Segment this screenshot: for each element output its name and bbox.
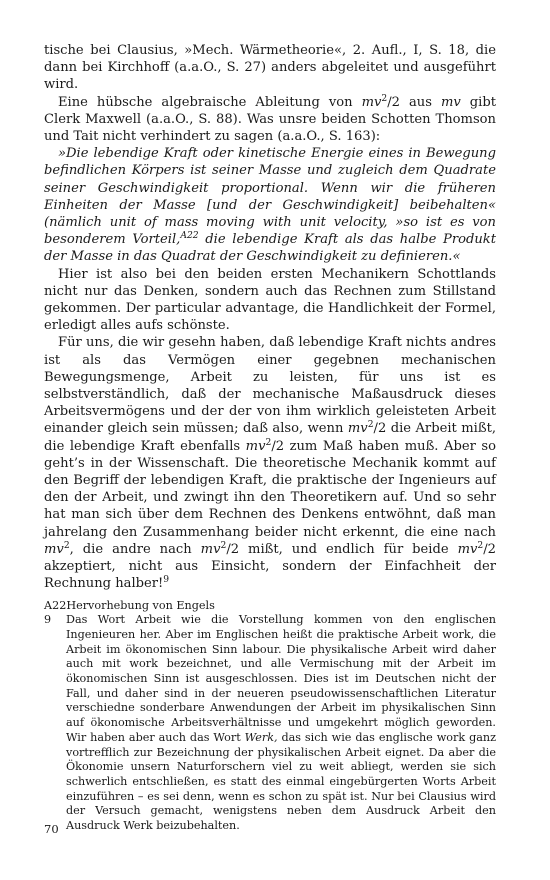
footnote-9 bbox=[44, 613, 496, 834]
superscript: 2 bbox=[265, 436, 272, 448]
text-run: Für uns, die wir gesehn haben, daß lebendige Kraft nichts andres ist als das Vermögen einer gegebnen mechanischen Bewegungsmenge, Arbeit zu leisten, für uns ist es selbstverständlich, daß der mechanische Maßausdruck dieses Arbeitsvermögens und der der von ihm wirklich geleisteten Arbeit einander gleich sein müssen; daß also, wenn bbox=[44, 335, 496, 437]
footnote-number: 9 bbox=[44, 613, 52, 627]
footnote-text bbox=[66, 613, 496, 834]
paragraph-continuation bbox=[44, 42, 496, 94]
page-number: 70 bbox=[44, 822, 59, 836]
math-var: mv bbox=[457, 541, 478, 557]
paragraph-maxwell bbox=[44, 94, 496, 146]
text-run: /2 akzeptiert, nicht aus Einsicht, sondern der Einfachheit der Rechnung halber! bbox=[44, 541, 496, 592]
math-var: mv bbox=[200, 541, 221, 557]
body-text bbox=[44, 42, 496, 593]
quote-text: die lebendige Kraft als das halbe Produkt der Masse in das Quadrat der Geschwindigkeit zu definieren.« bbox=[44, 232, 496, 265]
text-run: , die andre nach bbox=[69, 541, 201, 557]
math-var: mv bbox=[347, 421, 368, 437]
footnotes bbox=[44, 599, 496, 834]
block-quote bbox=[44, 145, 496, 265]
page-content bbox=[44, 42, 496, 834]
text-run: /2 mißt, und endlich für beide bbox=[226, 541, 458, 557]
math-var: mv bbox=[245, 438, 266, 454]
footnote-ref-a22[interactable]: A22 bbox=[180, 230, 199, 242]
quote-text: »Die lebendige Kraft oder kinetische Energie eines in Bewegung befindlichen Körpers ist seiner Masse und zugleich dem Quadrate seiner Geschwindigkeit proportional. Wenn wir die früheren Einheiten der Masse [und der Geschwindigkeit] beibehalten« (nämlich unit of mass moving with unit velocity, »so ist es von besonderem Vorteil, bbox=[44, 146, 496, 248]
superscript: 2 bbox=[63, 539, 70, 551]
text-run: tische bei Clausius, »Mech. Wärmetheorie«, 2. Aufl., I, S. 18, die dann bei Kirchhoff (a.a.O., S. 27) anders abgeleitet und ausgeführt wird. bbox=[44, 43, 496, 93]
text-run: Hier ist also bei den beiden ersten Mechanikern Schottlands nicht nur das Denken, sondern auch das Rechnen zum Stillstand gekommen. Der particular advantage, die Handlichkeit der Formel, erledigt alles aufs schönste. bbox=[44, 266, 496, 334]
superscript: 2 bbox=[381, 92, 388, 104]
paragraph-main bbox=[44, 334, 496, 592]
superscript: 2 bbox=[220, 539, 227, 551]
paragraph-scottish bbox=[44, 266, 496, 335]
math-var: mv bbox=[44, 541, 64, 557]
text-run: /2 die Arbeit mißt, die lebendige Kraft ebenfalls bbox=[44, 421, 496, 454]
math-var: mv bbox=[440, 94, 461, 110]
text-run: gibt Clerk Maxwell (a.a.O., S. 88). Was unsre beiden Schotten Thomson und Tait nicht verhindert zu sagen (a.a.O., S. 163): bbox=[44, 94, 496, 145]
emphasis: Werk, bbox=[244, 730, 278, 744]
footnote-a22: A22Hervorhebung von Engels bbox=[44, 598, 215, 612]
text-run: /2 zum Maß haben muß. Aber so geht’s in der Wissenschaft. Die theoretische Mechanik kommt auf den Begriff der lebendigen Kraft, die praktische der Ingenieurs auf den der Arbeit, und zwingt ihn den Theoretikern auf. Und so sehr hat man sich über dem Rechnen des Denkens entwöhnt, daß man jahrelang den Zusammenhang beider nicht erkennt, die eine nach bbox=[44, 438, 496, 540]
text-run: Das Wort Arbeit wie die Vorstellung kommen von den englischen Ingenieuren her. Aber im Englischen heißt die praktische Arbeit work, die Arbeit im ökonomischen Sinn labour. Die physikalische Arbeit wird daher auch mit work bezeichnet, und alle Vermischung mit der Arbeit im ökonomischen Sinn ist ausgeschlossen. Dies ist im Deutschen nicht der Fall, und daher sind in der neueren pseudowissenschaftlichen Literatur verschiedne sonderbare Anwendungen der Arbeit im physikalischen Sinn auf ökonomische Arbeitsverhältnisse und umgekehrt möglich geworden. Wir haben aber auch das Wort bbox=[66, 613, 496, 744]
text-run: Eine hübsche algebraische Ableitung von bbox=[58, 94, 362, 110]
footnote-ref-9[interactable]: 9 bbox=[163, 574, 170, 586]
text-run: /2 aus bbox=[387, 94, 441, 110]
superscript: 2 bbox=[477, 539, 484, 551]
text-run: das sich wie das englische work ganz vortrefflich zur Bezeichnung der physikalischen Arbeit eignet. Da aber die Ökonomie unsern Naturforschern viel zu weit abliegt, werden sie sich schwerlich entschließen, es statt des einmal eingebürgerten Worts Arbeit einzuführen – es sei denn, wenn es schon zu spät ist. Nur bei Clausius wird der Versuch gemacht, wenigstens neben dem Ausdruck Arbeit den Ausdruck Werk beizubehalten. bbox=[66, 730, 497, 833]
superscript: 2 bbox=[367, 419, 374, 431]
math-var: mv bbox=[361, 94, 382, 110]
